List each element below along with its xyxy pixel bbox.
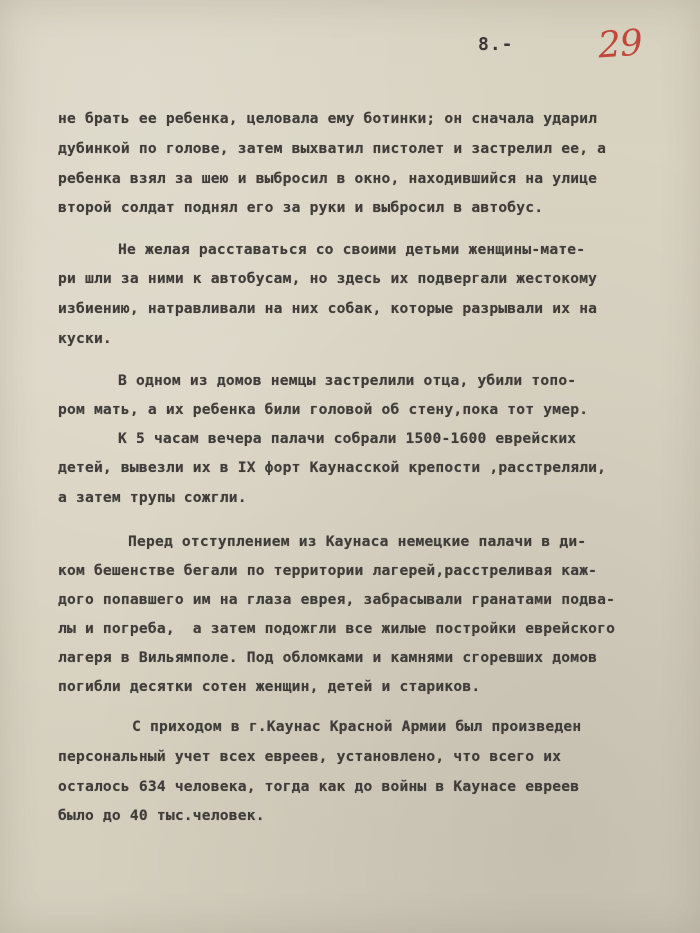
text-line: не брать ее ребенка, целовала ему ботинки; он сначала ударил — [58, 110, 598, 127]
text-line: ром мать, а их ребенка били головой об стену,пока тот умер. — [58, 401, 589, 418]
text-line: С приходом в г.Каунас Красной Армии был произведен — [132, 718, 582, 735]
text-line: осталось 634 человека, тогда как до войны в Каунасе евреев — [58, 778, 580, 795]
text-line: а затем трупы сожгли. — [58, 489, 247, 506]
text-line: К 5 часам вечера палачи собрали 1500-1600 еврейских — [118, 430, 577, 447]
text-line: персональный учет всех евреев, установлено, что всего их — [58, 748, 562, 765]
text-line: детей, вывезли их в IX форт Каунасской крепости ,расстреляли, — [58, 459, 607, 476]
text-line: лы и погреба, а затем подожгли все жилые постройки еврейского — [58, 620, 616, 637]
text-line: погибли десятки сотен женщин, детей и стариков. — [58, 678, 481, 695]
text-line: дого попавшего им на глаза еврея, забрасывали гранатами подва- — [58, 591, 616, 608]
text-line: В одном из домов немцы застрелили отца, убили топо- — [118, 372, 577, 389]
text-line: второй солдат поднял его за руки и выбросил в автобус. — [58, 199, 544, 216]
text-line: ребенка взял за шею и выбросил в окно, находившийся на улице — [58, 170, 598, 187]
text-line: избиению, натравливали на них собак, которые разрывали их на — [58, 300, 598, 317]
text-line: куски. — [58, 330, 112, 347]
text-line: было до 40 тыс.человек. — [58, 807, 265, 824]
text-line: Не желая расставаться со своими детьми женщины-мате- — [118, 241, 586, 258]
text-line: ри шли за ними к автобусам, но здесь их подвергали жестокому — [58, 270, 598, 287]
text-line: Перед отступлением из Каунаса немецкие палачи в ди- — [128, 533, 587, 550]
text-line: ком бешенстве бегали по территории лагерей,расстреливая каж- — [58, 562, 598, 579]
handwritten-archive-number: 29 — [596, 22, 644, 67]
text-line: дубинкой по голове, затем выхватил пистолет и застрелил ее, а — [58, 140, 607, 157]
page-number: 8.- — [478, 34, 514, 55]
text-line: лагеря в Вильямполе. Под обломками и камнями сгоревших домов — [58, 649, 598, 666]
